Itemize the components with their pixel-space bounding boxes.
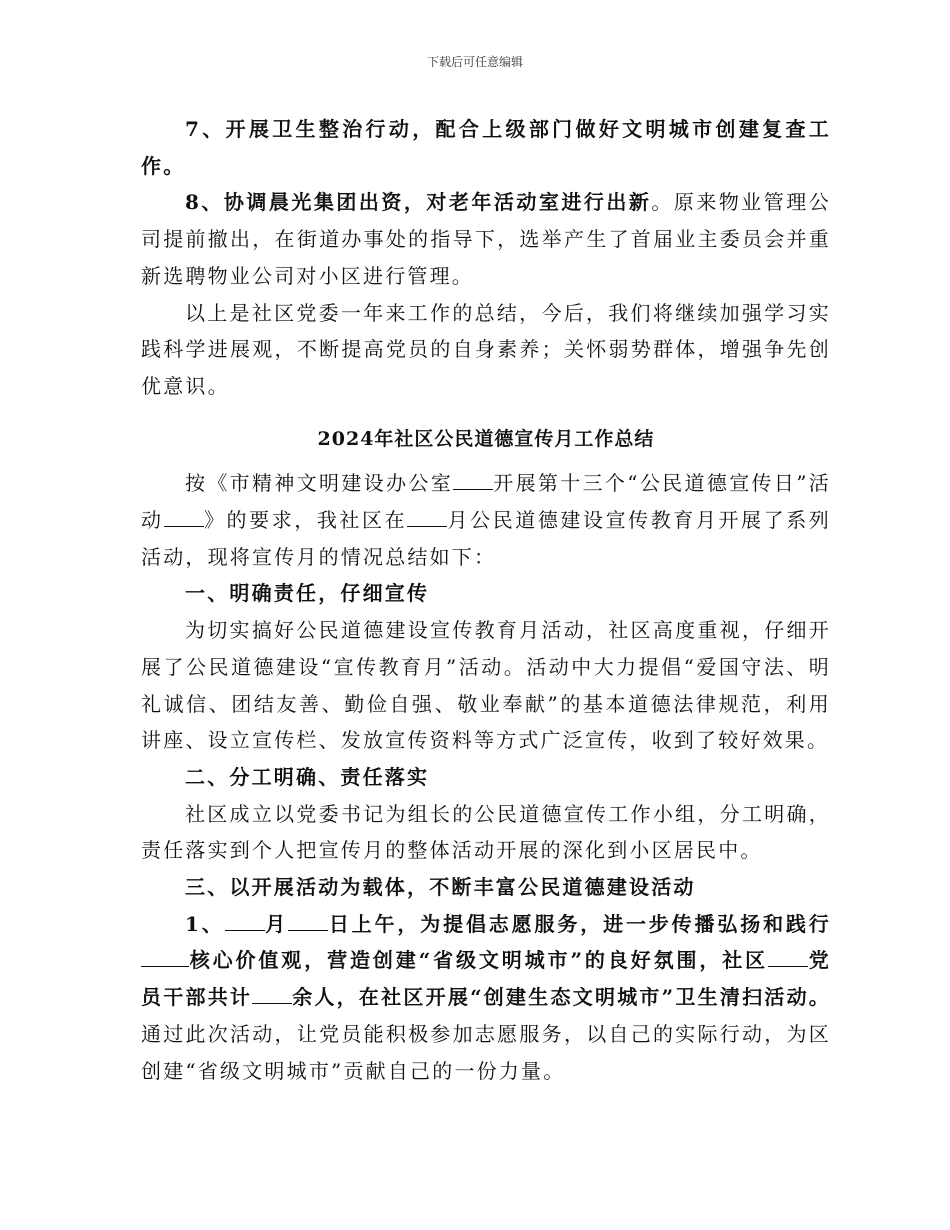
item-1-text-c: 党员干部共计	[141, 948, 831, 1010]
blank-underline	[252, 985, 292, 1004]
item-1-num: 1、	[185, 911, 225, 936]
item-1-text-a: 日上午，为提倡志愿服务，进一步传播弘扬和践行	[328, 911, 831, 936]
blank-underline	[141, 948, 189, 967]
intro-part-1: 按《市精神文明建设办公室	[185, 471, 454, 496]
blank-underline	[288, 912, 328, 931]
blank-underline	[225, 912, 265, 931]
item-8-text: 。原来物业管理公司提前撤出，在街道办事处的指导下，选举产生了首届业主委员会并重新选聘物业公司对小区进行管理。	[141, 190, 831, 288]
section-heading-1: 一、明确责任，仔细宣传	[185, 581, 430, 606]
item-1-text-b: 核心价值观，营造创建“省级文明城市”的良好氛围，社区	[189, 948, 769, 973]
item-1-text-d: 余人，在社区开展“创建生态文明城市”卫生清扫活动。	[292, 985, 831, 1010]
paragraph-item-7: 7、开展卫生整治行动，配合上级部门做好文明城市创建复查工作。	[141, 117, 831, 178]
paragraph-item-8	[141, 184, 831, 294]
section-3-item-1	[141, 906, 831, 1090]
intro-part-4: 月公民道德建设宣传教育月开展了系列活动，现将宣传月的情况总结如下：	[141, 508, 831, 569]
item-1-month: 月	[264, 911, 289, 936]
section-heading-3: 三、以开展活动为载体，不断丰富公民道德建设活动	[185, 875, 696, 900]
summary-paragraph: 以上是社区党委一年来工作的总结，今后，我们将继续加强学习实践科学进展观，不断提高党员的自身素养；关怀弱势群体，增强争先创优意识。	[141, 300, 831, 398]
section-2-paragraph: 社区成立以党委书记为组长的公民道德宣传工作小组，分工明确，责任落实到个人把宣传月的整体活动开展的深化到小区居民中。	[141, 801, 831, 863]
document-body	[141, 111, 831, 1089]
blank-underline	[164, 508, 204, 527]
intro-part-2: 开展第十三个“公民道德宣传日”活动	[141, 471, 831, 533]
item-8-heading: 8、协调晨光集团出资，对老年活动室进行出新	[185, 190, 652, 215]
blank-underline	[407, 508, 447, 527]
page-header: 下载后可任意编辑	[426, 55, 523, 69]
intro-part-3: 》的要求，我社区在	[203, 508, 408, 533]
section-1-paragraph: 为切实搞好公民道德建设宣传教育月活动，社区高度重视，仔细开展了公民道德建设“宣传教育月”活动。活动中大力提倡“爱国守法、明礼诚信、团结友善、勤俭自强、敬业奉献”的基本道德法律规范，利用讲座、设立宣传栏、发放宣传资料等方式广泛宣传，收到了较好效果。	[141, 618, 831, 753]
section-heading-2: 二、分工明确、责任落实	[185, 764, 430, 789]
item-1-text-e: 通过此次活动，让党员能积极参加志愿服务，以自己的实际行动，为区创建“省级文明城市”贡献自己的一份力量。	[141, 1021, 831, 1083]
blank-underline	[453, 471, 493, 490]
intro-paragraph	[141, 465, 831, 575]
document-title: 2024年社区公民道德宣传月工作总结	[317, 427, 655, 450]
blank-underline	[768, 948, 808, 967]
item-1-bold-text	[141, 912, 831, 1009]
